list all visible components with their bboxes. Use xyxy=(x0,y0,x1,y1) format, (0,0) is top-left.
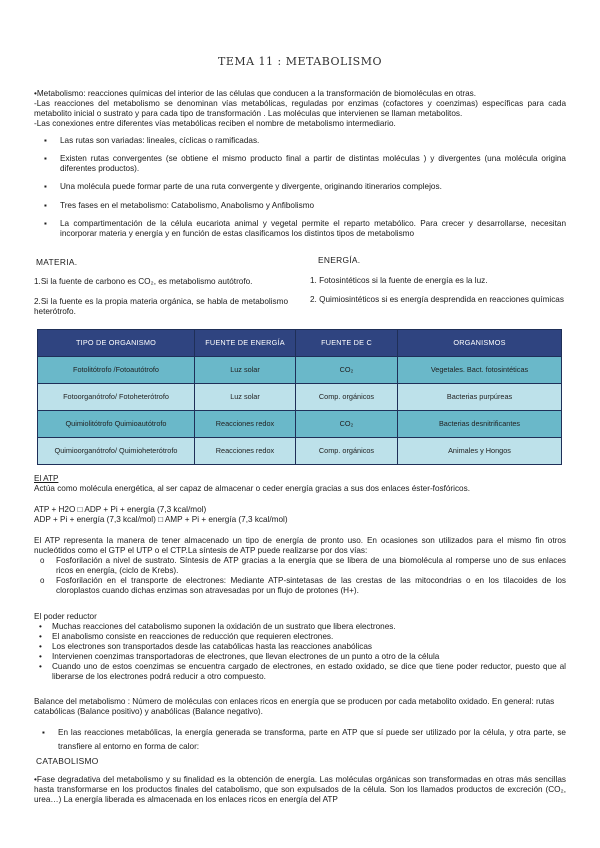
table-row xyxy=(38,411,562,438)
list-item: • El anabolismo consiste en reacciones de reducción que requieren electrones. xyxy=(34,632,566,642)
list-item: • Muchas reacciones del catabolismo suponen la oxidación de un sustrato que libera electrones. xyxy=(34,622,566,632)
energia-list xyxy=(310,276,566,305)
list-item: ▪ Las rutas son variadas: lineales, cíclicas o ramificadas. xyxy=(36,136,566,146)
balance-text: Balance del metabolismo : Número de moléculas con enlaces ricos en energía que se producen por cada metabolito oxidado. En general: rutas catabólicas (Balance positivo) y anabólicas (Balance negativo). xyxy=(34,697,555,716)
table-cell: Fotoorganótrofo/ Fotoheterótrofo xyxy=(38,384,195,411)
table-cell: Fotolitótrofo /Fotoautótrofo xyxy=(38,357,195,384)
catabolismo-text: •Fase degradativa del metabolismo y su finalidad es la obtención de energía. Las moléculas orgánicas son transformadas en otras más sencillas hasta transformarse en los productos finales del catabolismo, que son expulsados de la célula. Son los llamados productos de excreción (CO₂, urea…) La energía liberada es almacenada en los enlaces ricos en energía del ATP xyxy=(34,775,566,804)
poder-heading: El poder reductor xyxy=(34,612,97,621)
table-row xyxy=(38,438,562,465)
poder-section xyxy=(34,612,566,682)
atp-desc: Actúa como molécula energética, al ser capaz de almacenar o ceder energía gracias a sus dos enlaces éster-fosfóricos. xyxy=(34,484,470,493)
list-item: ▪ Una molécula puede formar parte de una ruta convergente y divergente, originando itinerarios complejos. xyxy=(36,182,566,192)
list-item: ▪ Existen rutas convergentes (se obtiene el mismo producto final a partir de distintas moléculas ) y divergentes (una molécula origina diferentes productos). xyxy=(36,154,566,174)
list-item: ▪ La compartimentación de la célula eucariota animal y vegetal permite el reparto metabólico. Para crecer y desarrollarse, necesitan incorporar materia y energía y en función de estas clasificamos los distintos tipos de metabolismo xyxy=(36,219,566,239)
table-cell: Comp. orgánicos xyxy=(296,438,398,465)
table-cell: Vegetales. Bact. fotosintéticas xyxy=(398,357,562,384)
table-cell: Animales y Hongos xyxy=(398,438,562,465)
list-item: o Fosforilación en el transporte de electrones: Mediante ATP-sintetasas de las crestas de las mitocondrias o en los tilacoides de los cloroplastos cuando dichas enzimas son atravesadas por un flujo de protones (H+). xyxy=(34,576,566,596)
intro-block xyxy=(34,89,566,129)
list-item: • Intervienen coenzimas transportadoras de electrones, que llevan electrones de un punto a otro de la célula xyxy=(34,652,566,662)
materia-list xyxy=(34,277,288,317)
table-cell: Luz solar xyxy=(195,384,296,411)
atp-equation: ADP + Pi + energía (7,3 kcal/mol) □ AMP + Pi + energía (7,3 kcal/mol) xyxy=(34,515,288,524)
list-item: ▪ En las reacciones metabólicas, la energía generada se transforma, parte en ATP que sí puede ser utilizado por la célula, y otra parte, se transfiere al entorno en forma de calor: xyxy=(34,726,566,754)
atp-paragraph: El ATP representa la manera de tener almacenado un tipo de energía de pronto uso. En ocasiones son utilizados para el mismo fin otros nucleótidos como el GTP el UTP o el CTP.La síntesis de ATP puede realizarse por dos vías: xyxy=(34,536,566,555)
table-cell: Comp. orgánicos xyxy=(296,384,398,411)
balance-section xyxy=(34,697,566,759)
materia-heading: MATERIA. xyxy=(36,257,78,267)
list-item: o Fosforilación a nivel de sustrato. Síntesis de ATP gracias a la energía que se libera de una biomolécula al romperse uno de sus enlaces ricos en energía, (ciclo de Krebs). xyxy=(34,556,566,576)
catabolismo-heading: CATABOLISMO xyxy=(36,756,99,766)
table-header: TIPO DE ORGANISMO xyxy=(38,330,195,357)
materia-item: 1.Si la fuente de carbono es CO₂, es metabolismo autótrofo. xyxy=(34,277,253,286)
table-header: FUENTE DE C xyxy=(296,330,398,357)
table-cell: CO₂ xyxy=(296,357,398,384)
list-item: • Cuando uno de estos coenzimas se encuentra cargado de electrones, en estado oxidado, se dice que tiene poder reductor, puesto que al liberarse de los electrones podrá reducir a otro compuesto. xyxy=(34,662,566,682)
materia-item: 2.Si la fuente es la propia materia orgánica, se habla de metabolismo heterótrofo. xyxy=(34,297,288,316)
page-title: TEMA 11 : METABOLISMO xyxy=(217,55,382,68)
table-cell: CO₂ xyxy=(296,411,398,438)
table-cell: Bacterias desnitrificantes xyxy=(398,411,562,438)
energia-heading: ENERGÍA. xyxy=(318,255,361,265)
list-item: ▪ Tres fases en el metabolismo: Catabolismo, Anabolismo y Anfibolismo xyxy=(36,201,566,211)
table-cell: Reacciones redox xyxy=(195,438,296,465)
list-item: • Los electrones son transportados desde las catabólicas hasta las reacciones anabólicas xyxy=(34,642,566,652)
intro-line: -Las reacciones del metabolismo se denominan vías metabólicas, reguladas por enzimas (cofactores y coenzimas) específicas para cada metabolito inicial o sustrato y para cada tipo de transformación . Las moléculas que intervienen se llaman metabolitos. xyxy=(34,99,566,118)
energia-item: 2. Quimiosintéticos si es energía desprendida en reacciones químicas xyxy=(310,295,564,304)
atp-heading: El ATP xyxy=(34,474,59,483)
table-cell: Luz solar xyxy=(195,357,296,384)
table-cell: Reacciones redox xyxy=(195,411,296,438)
table-row xyxy=(38,384,562,411)
intro-line: •Metabolismo: reacciones químicas del interior de las células que conducen a la transformación de biomoléculas en otras. xyxy=(34,89,477,98)
table-cell: Quimioorganótrofo/ Quimioheterótrofo xyxy=(38,438,195,465)
table-row xyxy=(38,357,562,384)
intro-line: -Las conexiones entre diferentes vías metabólicas reciben el nombre de metabolismo intermediario. xyxy=(34,119,396,128)
energia-item: 1. Fotosintéticos si la fuente de energía es la luz. xyxy=(310,276,488,285)
table-header: FUENTE DE ENERGÍA xyxy=(195,330,296,357)
table-header: ORGANISMOS xyxy=(398,330,562,357)
atp-section xyxy=(34,474,566,596)
table-cell: Bacterias purpúreas xyxy=(398,384,562,411)
table-cell: Quimiolitótrofo Quimioautótrofo xyxy=(38,411,195,438)
bullet-list xyxy=(36,136,566,244)
atp-equation: ATP + H2O □ ADP + Pi + energía (7,3 kcal/mol) xyxy=(34,505,207,514)
organism-table xyxy=(37,329,562,465)
